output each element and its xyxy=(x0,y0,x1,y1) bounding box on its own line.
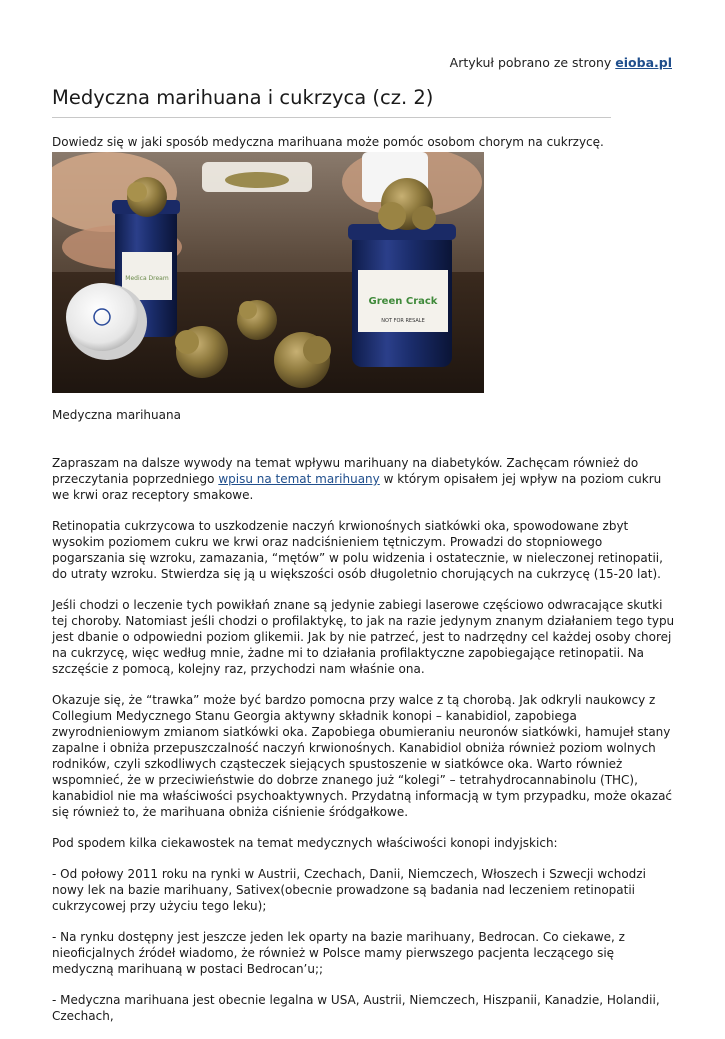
paragraph-sativex: - Od połowy 2011 roku na rynki w Austrii, Czechach, Danii, Niemczech, Włoszech i Szwecji wchodzi nowy lek na bazie marihuany, Sativex(obecnie prowadzone są badania nad leczeniem retinopatii cukrzycowej przy użyciu tego leku); xyxy=(52,867,646,913)
source-link[interactable]: eioba.pl xyxy=(615,55,672,70)
article-body xyxy=(52,134,676,1039)
paragraph-cannabidiol: Okazuje się, że “trawka” może być bardzo pomocna przy walce z tą chorobą. Jak odkryli naukowcy z Collegium Medycznego Stanu Georgia aktywny składnik konopi – kanabidiol, zapobiega zwyrodnieniowym zmianom siatkówki oka. Zapobiega obumieraniu neuronów siatkówki, hamujeł stany zapalne i obniża przepuszczalność naczyń krwionośnych. Kanabidiol obniża również poziom wolnych rodników, czyli szkodliwych cząsteczek siejących spustoszenie w siatkówce oka. Warto również wspomnieć, że w przeciwieństwie do dobrze znanego już “kolegi” – tetrahydrocannabinolu (THC), kanabidiol nie ma właściwości psychoaktywnych. Przydatną informacją w tym przypadku, może okazać się również to, że marihuana obniża ciśnienie śródgałkowe. xyxy=(52,693,673,819)
paragraph-bedrocan: - Na rynku dostępny jest jeszcze jeden lek oparty na bazie marihuany, Bedrocan. Co ciekawe, z nieoficjalnych źródeł wiadomo, że również w Polsce mamy pierwszego pacjenta leczącego się medyczną marihuaną w postaci Bedrocan’u;; xyxy=(52,930,625,976)
paragraph-legal: - Medyczna marihuana jest obecnie legalna w USA, Austrii, Niemczech, Hiszpanii, Kanadzie, Holandii, Czechach, xyxy=(52,993,660,1023)
article-photo xyxy=(52,152,484,393)
paragraph-intro: Zapraszam na dalsze wywody na temat wpływu marihuany na diabetyków. Zachęcam również do przeczytania poprzedniego wpisu na temat marihuany w którym opisałem jej wpływ na poziom cukru we krwi oraz receptory smakowe. xyxy=(52,456,662,502)
article-title: Medyczna marihuana i cukrzyca (cz. 2) xyxy=(52,86,434,109)
paragraph-treatment: Jeśli chodzi o leczenie tych powikłań znane są jedynie zabiegi laserowe częściowo odwracające skutki tej choroby. Natomiast jeśli chodzi o profilaktykę, to jak na razie jedynym znanym działaniem tego typu jest dbanie o odpowiedni poziom glikemii. Jak by nie patrzeć, jest to nadrzędny cel każdej osoby chorej na cukrzycę, więc według mnie, żadne mi to działania profilaktyczne zapobiegające retinopatii. Na szczęście z pomocą, kolejny raz, przychodzi nam właśnie ona. xyxy=(52,598,675,676)
paragraph-retinopathy: Retinopatia cukrzycowa to uszkodzenie naczyń krwionośnych siatkówki oka, spowodowane zbyt wysokim poziomem cukru we krwi oraz nadciśnieniem tętniczym. Prowadzi do stopniowego pogarszania się wzroku, zamazania, “mętów” w polu widzenia i ostatecznie, w nieleczonej retinopatii, do utraty wzroku. Stwierdza się ją u większości osób długoletnio chorujących na cukrzycę (15-20 lat). xyxy=(52,519,663,581)
right-jar-resale: NOT FOR RESALE xyxy=(381,318,425,324)
paragraph-facts-intro: Pod spodem kilka ciekawostek na temat medycznych właściwości konopi indyjskich: xyxy=(52,836,558,850)
left-jar-label: Medica Dream xyxy=(125,275,169,282)
photo-caption: Medyczna marihuana xyxy=(52,408,181,422)
right-jar-label: Green Crack xyxy=(368,296,438,307)
previous-post-link[interactable]: wpisu na temat marihuany xyxy=(218,472,380,486)
article-lead: Dowiedz się w jaki sposób medyczna marihuana może pomóc osobom chorym na cukrzycę. xyxy=(52,135,604,149)
source-prefix: Artykuł pobrano ze strony xyxy=(449,55,616,70)
title-divider xyxy=(52,117,611,118)
source-line xyxy=(450,55,672,70)
